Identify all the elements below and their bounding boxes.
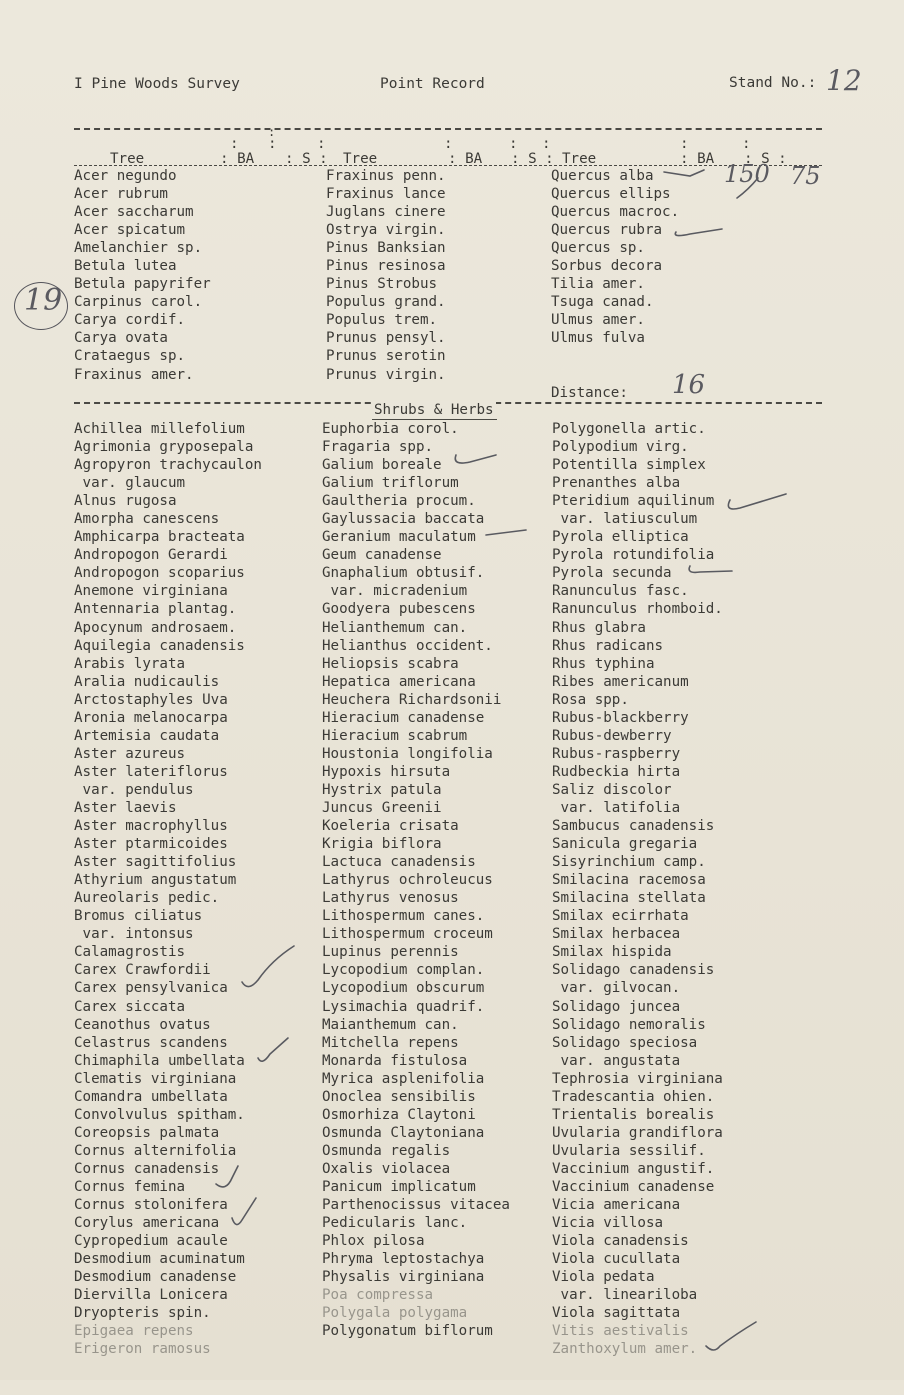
- stand-number-label: Stand No.:: [729, 75, 817, 91]
- herb-item: Polygonella artic.: [552, 421, 706, 437]
- herb-item: Vaccinium canadense: [552, 1178, 715, 1195]
- check-quercus-alba: [664, 170, 704, 176]
- herb-item: Vitis aestivalis: [552, 1323, 689, 1340]
- check-quercus-rubra: [675, 229, 722, 236]
- herb-item: Geum canadense: [322, 547, 442, 564]
- tree-item: Quercus macroc.: [551, 204, 680, 221]
- herb-item: Viola cucullata: [552, 1251, 681, 1268]
- herb-item: Cornus stolonifera: [74, 1197, 228, 1214]
- herb-item: Zanthoxylum amer.: [552, 1341, 698, 1358]
- check-pteridium: [728, 494, 786, 509]
- tree-item: Carya ovata: [74, 330, 168, 347]
- distance-label: Distance:: [551, 385, 628, 401]
- herb-item: Osmorhiza Claytoni: [322, 1106, 476, 1123]
- herb-item: Apocynum androsaem.: [74, 619, 237, 636]
- herb-item: Galium boreale: [322, 457, 442, 474]
- herb-item: var. latifolia: [552, 799, 681, 816]
- herb-item: Osmunda Claytoniana: [322, 1124, 485, 1141]
- herb-item: Saliz discolor: [552, 781, 672, 798]
- tree-item: Pinus resinosa: [326, 258, 446, 275]
- herb-item: Galium triflorum: [322, 475, 459, 492]
- herb-item: Hypoxis hirsuta: [322, 763, 451, 780]
- herb-item: Corylus americana: [74, 1215, 220, 1232]
- herb-item: Desmodium acuminatum: [74, 1251, 245, 1268]
- tree-item: Tsuga canad.: [551, 294, 654, 311]
- tree-item: Carpinus carol.: [74, 294, 203, 311]
- check-galium: [455, 455, 496, 463]
- check-cornus-femina: [216, 1166, 238, 1187]
- herb-item: Ranunculus rhomboid.: [552, 601, 723, 618]
- herb-item: Calamagrostis: [74, 944, 186, 961]
- herb-item: Potentilla simplex: [552, 457, 706, 474]
- herb-item: Aster laevis: [74, 799, 177, 816]
- herb-item: Poa compressa: [322, 1287, 434, 1304]
- herb-item: Coreopsis palmata: [74, 1124, 220, 1141]
- herb-item: Houstonia longifolia: [322, 745, 493, 762]
- tree-item: Fraxinus amer.: [74, 366, 194, 383]
- herb-item: Amorpha canescens: [74, 511, 220, 528]
- ba-heading-3: : BA: [680, 151, 715, 167]
- check-corylus: [232, 1198, 256, 1225]
- herb-item: Rhus radicans: [552, 637, 664, 654]
- herb-item: Amphicarpa bracteata: [74, 529, 245, 546]
- circled-number: 19: [24, 283, 63, 318]
- herb-item: Viola canadensis: [552, 1233, 689, 1250]
- herb-item: Solidago juncea: [552, 998, 681, 1015]
- herb-item: Antennaria plantag.: [74, 601, 237, 618]
- tree-item: Amelanchier sp.: [74, 240, 203, 257]
- herb-item: Rosa spp.: [552, 691, 629, 708]
- herb-item: Rubus-blackberry: [552, 709, 689, 726]
- herb-item: Diervilla Lonicera: [74, 1287, 228, 1304]
- tree-item: Sorbus decora: [551, 258, 663, 275]
- herb-item: Anemone virginiana: [74, 583, 228, 600]
- tree-heading-2: Tree: [343, 151, 378, 167]
- tree-item: Juglans cinere: [326, 204, 446, 221]
- herb-item: Carex siccata: [74, 998, 186, 1015]
- herb-item: Ribes americanum: [552, 673, 689, 690]
- herb-item: Arabis lyrata: [74, 655, 186, 672]
- tree-item: Pinus Banksian: [326, 240, 446, 257]
- herb-item: Onoclea sensibilis: [322, 1088, 476, 1105]
- herb-item: var. latiusculum: [552, 511, 698, 528]
- tree-item: Carya cordif.: [74, 312, 186, 329]
- tree-item: Quercus alba: [551, 168, 654, 184]
- herb-item: Rubus-dewberry: [552, 727, 672, 744]
- herb-item: Parthenocissus vitacea: [322, 1197, 510, 1214]
- herb-item: Pyrola rotundifolia: [552, 547, 715, 564]
- herb-item: Lupinus perennis: [322, 944, 459, 961]
- herb-item: Helianthemum can.: [322, 619, 468, 636]
- herb-item: Agropyron trachycaulon: [74, 457, 262, 474]
- herb-item: Hystrix patula: [322, 781, 442, 798]
- s-value: 75: [790, 162, 821, 190]
- herb-item: Andropogon Gerardi: [74, 547, 228, 564]
- herb-item: Juncus Greenii: [322, 799, 442, 816]
- herb-item: Smilax herbacea: [552, 926, 681, 943]
- herb-item: Uvularia grandiflora: [552, 1124, 723, 1141]
- herb-item: Cypropedium acaule: [74, 1233, 228, 1250]
- herb-item: Geranium maculatum: [322, 529, 476, 546]
- check-geranium: [486, 530, 526, 535]
- tree-item: Fraxinus lance: [326, 186, 446, 203]
- herb-item: Erigeron ramosus: [74, 1341, 211, 1358]
- distance-value: 16: [672, 370, 706, 400]
- herb-item: var. gilvocan.: [552, 980, 681, 997]
- herb-item: Carex pensylvanica: [74, 980, 228, 997]
- herb-item: Smilax hispida: [552, 944, 672, 961]
- herb-item: Chimaphila umbellata: [74, 1052, 245, 1069]
- tree-item: Populus trem.: [326, 312, 438, 329]
- ba-heading-1: : BA: [220, 151, 255, 167]
- herb-item: Aquilegia canadensis: [74, 637, 245, 654]
- survey-sheet: I Pine Woods Survey Point Record Stand No.: 12 : : : : : : : : : Tree : BA : S : Tree : BA : S : Tree : BA : S : Acer negundo Acer rubrum Acer saccharum Acer spicatum Amelanchier sp. Betula lutea Betula papyrifer Carpinus carol. Carya cordif. Carya ovata Crataegus sp. Fraxinus amer. Fraxinus penn. Fraxinus lance Juglans cinere Ostrya virgin. Pinus Banksian Pinus resinosa Pinus Strobus Populus grand. Populus trem. Prunus pensyl. Prunus serotin Prunus virgin. Quercus alba Quercus ellips Quercus macroc. Quercus rubra Quercus sp. Sorbus decora Tilia amer. Tsuga canad. Ulmus amer. Ulmus fulva 150 75 Distance: 16 Shrubs & Herbs Achillea millefolium Agrimonia gryposepala Agropyron trachycaulon var. glaucum Alnus rugosa Amorpha canescens Amphicarpa bracteata Andropogon Gerardi Andropogon scoparius Anemone virginiana Antennaria plantag. Apocynum androsaem. Aquilegia canadensis Arabis lyrata Aralia nudicaulis Arctostaphyles Uva Aronia melanocarpa Artemisia caudata Aster azureus Aster lateriflorus var. pendulus Aster laevis Aster macrophyllus Aster ptarmicoides Aster sagittifolius Athyrium angustatum Aureolaris pedic. Bromus ciliatus var. intonsus Calamagrostis Carex Crawfordii Carex pensylvanica Carex siccata Ceanothus ovatus Celastrus scandens Chimaphila umbellata Clematis virginiana Comandra umbellata Convolvulus spitham. Coreopsis palmata Cornus alternifolia Cornus canadensis Cornus femina Cornus stolonifera Corylus americana Cypropedium acaule Desmodium acuminatum Desmodium canadense Diervilla Lonicera Dryopteris spin. Epigaea repens Erigeron ramosus Euphorbia corol. Fragaria spp. Galium boreale Galium triflorum Gaultheria procum. Gaylussacia baccata Geranium maculatum Geum canadense Gnaphalium obtusif. var. micradenium Goodyera pubescens Helianthemum can. Helianthus occident. Heliopsis scabra Hepatica americana Heuchera Richardsonii Hieracium canadense Hieracium scabrum Houstonia longifolia Hypoxis hirsuta Hystrix patula Juncus Greenii Koeleria crisata Krigia biflora Lactuca canadensis Lathyrus ochroleucus Lathyrus venosus Lithospermum canes. Lithospermum croceum Lupinus perennis Lycopodium complan. Lycopodium obscurum Lysimachia quadrif. Maianthemum can. Mitchella repens Monarda fistulosa Myrica asplenifolia Onoclea sensibilis Osmorhiza Claytoni Osmunda Claytoniana Osmunda regalis Oxalis violacea Panicum implicatum Parthenocissus vitacea Pedicularis lanc. Phlox pilosa Phryma leptostachya Physalis virginiana Poa compressa Polygala polygama Polygonatum biflorum Polygonella artic. Polypodium virg. Potentilla simplex Prenanthes alba Pteridium aquilinum var. latiusculum Pyrola elliptica Pyrola rotundifolia Pyrola secunda Ranunculus fasc. Ranunculus rhomboid. Rhus glabra Rhus radicans Rhus typhina Ribes americanum Rosa spp. Rubus-blackberry Rubus-dewberry Rubus-raspberry Rudbeckia hirta Saliz discolor var. latifolia Sambucus canadensis Sanicula gregaria Sisyrinchium camp. Smilacina racemosa Smilacina stellata Smilax ecirrhata Smilax herbacea Smilax hispida Solidago canadensis var. gilvocan. Solidago juncea Solidago nemoralis Solidago speciosa var. angustata Tephrosia virginiana Tradescantia ohien. Trientalis borealis Uvularia grandiflora Uvularia sessilif. Vaccinium angustif. Vaccinium canadense Vicia americana Vicia villosa Viola canadensis Viola cucullata Viola pedata var. lineariloba Viola sagittata Vitis aestivalis Zanthoxylum amer. 19: [0, 0, 904, 1380]
- herb-item: Bromus ciliatus: [74, 908, 203, 925]
- herb-item: Lathyrus ochroleucus: [322, 872, 493, 889]
- herb-item: Helianthus occident.: [322, 637, 493, 654]
- check-pyrola: [689, 566, 732, 572]
- herb-item: Epigaea repens: [74, 1323, 194, 1340]
- herb-item: Agrimonia gryposepala: [74, 439, 254, 456]
- tree-item: Tilia amer.: [551, 276, 645, 293]
- herb-item: var. intonsus: [74, 926, 194, 943]
- herb-item: Osmunda regalis: [322, 1142, 451, 1159]
- herb-item: var. pendulus: [74, 781, 194, 798]
- tree-item: Betula lutea: [74, 258, 177, 275]
- herb-item: Cornus alternifolia: [74, 1142, 237, 1159]
- herb-item: Sisyrinchium camp.: [552, 854, 706, 871]
- ba-value: 150: [724, 160, 770, 188]
- herb-item: Smilacina stellata: [552, 890, 706, 907]
- herb-item: Koeleria crisata: [322, 818, 459, 835]
- herb-item: Aralia nudicaulis: [74, 673, 220, 690]
- herb-item: Goodyera pubescens: [322, 601, 476, 618]
- herb-item: Prenanthes alba: [552, 475, 681, 492]
- herb-item: Dryopteris spin.: [74, 1305, 211, 1322]
- herb-item: Aureolaris pedic.: [74, 890, 220, 907]
- herb-item: Desmodium canadense: [74, 1269, 237, 1286]
- herb-item: Lactuca canadensis: [322, 854, 476, 871]
- ba-heading-2: : BA: [448, 151, 483, 167]
- herb-item: Ranunculus fasc.: [552, 583, 689, 600]
- herb-item: Vicia villosa: [552, 1215, 664, 1232]
- herb-item: Celastrus scandens: [74, 1034, 228, 1051]
- herb-item: Rhus typhina: [552, 655, 655, 672]
- tree-item: Prunus virgin.: [326, 366, 446, 383]
- herb-item: Aster sagittifolius: [74, 854, 237, 871]
- herb-item: Artemisia caudata: [74, 727, 220, 744]
- herb-item: Lithospermum canes.: [322, 908, 485, 925]
- herb-item: Gnaphalium obtusif.: [322, 565, 485, 582]
- herb-item: Vicia americana: [552, 1197, 681, 1214]
- check-under-ba: [737, 178, 758, 198]
- herb-item: Pyrola elliptica: [552, 529, 689, 546]
- herb-item: Rhus glabra: [552, 619, 646, 636]
- herb-item: Achillea millefolium: [74, 421, 245, 437]
- herb-item: Maianthemum can.: [322, 1016, 459, 1033]
- herb-item: Smilax ecirrhata: [552, 908, 689, 925]
- herb-item: Pyrola secunda: [552, 565, 672, 582]
- tree-item: Acer rubrum: [74, 186, 168, 203]
- tree-item: Fraxinus penn.: [326, 168, 446, 184]
- herb-item: var. angustata: [552, 1052, 681, 1069]
- herb-item: Monarda fistulosa: [322, 1052, 468, 1069]
- tree-item: Pinus Strobus: [326, 276, 438, 293]
- herb-item: var. lineariloba: [552, 1287, 698, 1304]
- tree-item: Ulmus fulva: [551, 330, 645, 347]
- tree-heading-1: Tree: [110, 151, 145, 167]
- herb-item: Physalis virginiana: [322, 1269, 485, 1286]
- herb-item: Andropogon scoparius: [74, 565, 245, 582]
- herb-item: Trientalis borealis: [552, 1106, 715, 1123]
- herb-item: Rubus-raspberry: [552, 745, 681, 762]
- s-heading-2: : S :: [511, 151, 554, 167]
- herb-item: Polygonatum biflorum: [322, 1323, 493, 1340]
- herb-item: Oxalis violacea: [322, 1160, 451, 1177]
- herb-item: Phlox pilosa: [322, 1233, 425, 1250]
- herb-item: Pteridium aquilinum: [552, 493, 715, 510]
- herb-item: Aronia melanocarpa: [74, 709, 228, 726]
- herb-item: Hieracium canadense: [322, 709, 485, 726]
- herb-item: Aster lateriflorus: [74, 763, 228, 780]
- herb-item: Comandra umbellata: [74, 1088, 228, 1105]
- herb-item: Cornus canadensis: [74, 1160, 220, 1177]
- herb-item: Ceanothus ovatus: [74, 1016, 211, 1033]
- check-zanthoxylum: [706, 1322, 756, 1350]
- herb-item: Gaylussacia baccata: [322, 511, 485, 528]
- herb-item: Phryma leptostachya: [322, 1251, 485, 1268]
- herb-item: Convolvulus spitham.: [74, 1106, 245, 1123]
- herb-item: Polypodium virg.: [552, 439, 689, 456]
- herb-item: Tephrosia virginiana: [552, 1070, 723, 1087]
- s-heading-3: : S :: [744, 151, 787, 167]
- herb-item: Hieracium scabrum: [322, 727, 468, 744]
- shrubs-herbs-heading: Shrubs & Herbs: [374, 402, 494, 418]
- herb-item: Viola pedata: [552, 1269, 655, 1286]
- herb-item: Lithospermum croceum: [322, 926, 493, 943]
- herb-item: Lycopodium complan.: [322, 962, 485, 979]
- herb-item: Carex Crawfordii: [74, 962, 211, 979]
- herb-item: Sambucus canadensis: [552, 818, 715, 835]
- survey-title: I Pine Woods Survey: [74, 76, 240, 92]
- tree-item: Prunus pensyl.: [326, 330, 446, 347]
- herb-item: Alnus rugosa: [74, 493, 177, 510]
- herb-item: Myrica asplenifolia: [322, 1070, 485, 1087]
- stand-number-value: 12: [826, 64, 862, 97]
- herb-item: Pedicularis lanc.: [322, 1215, 468, 1232]
- herb-item: var. glaucum: [74, 475, 186, 492]
- herb-item: Aster macrophyllus: [74, 818, 228, 835]
- s-heading-1: : S :: [285, 151, 328, 167]
- herb-item: Heliopsis scabra: [322, 655, 459, 672]
- tree-item: Betula papyrifer: [74, 276, 211, 293]
- herb-item: Athyrium angustatum: [74, 872, 237, 889]
- tree-item: Populus grand.: [326, 294, 446, 311]
- record-type: Point Record: [380, 76, 485, 92]
- herb-item: Polygala polygama: [322, 1305, 468, 1322]
- tree-heading-3: Tree: [562, 151, 597, 167]
- tree-item: Ulmus amer.: [551, 312, 645, 329]
- check-carex: [242, 946, 294, 987]
- herb-item: Mitchella repens: [322, 1034, 459, 1051]
- herb-item: Vaccinium angustif.: [552, 1160, 715, 1177]
- tree-item: Prunus serotin: [326, 348, 446, 365]
- herb-item: Krigia biflora: [322, 836, 442, 853]
- herb-item: Lycopodium obscurum: [322, 980, 485, 997]
- herb-item: Heuchera Richardsonii: [322, 691, 502, 708]
- herb-item: Arctostaphyles Uva: [74, 691, 228, 708]
- herb-item: Uvularia sessilif.: [552, 1142, 706, 1159]
- tree-item: Acer negundo: [74, 168, 177, 184]
- herb-item: Sanicula gregaria: [552, 836, 698, 853]
- tree-item: Crataegus sp.: [74, 348, 186, 365]
- herb-item: Solidago nemoralis: [552, 1016, 706, 1033]
- tree-item: Quercus sp.: [551, 240, 645, 257]
- tree-item: Acer spicatum: [74, 222, 186, 239]
- herb-item: Tradescantia ohien.: [552, 1088, 715, 1105]
- herb-item: Viola sagittata: [552, 1305, 681, 1322]
- herb-item: Cornus femina: [74, 1178, 186, 1195]
- herb-item: Aster ptarmicoides: [74, 836, 228, 853]
- herb-item: Aster azureus: [74, 745, 186, 762]
- herb-item: Lathyrus venosus: [322, 890, 459, 907]
- herb-item: Clematis virginiana: [74, 1070, 237, 1087]
- tree-item: Ostrya virgin.: [326, 222, 446, 239]
- herb-item: Panicum implicatum: [322, 1178, 476, 1195]
- herb-item: Solidago speciosa: [552, 1034, 698, 1051]
- herb-item: var. micradenium: [322, 583, 468, 600]
- tree-item: Quercus ellips: [551, 186, 671, 203]
- herb-item: Lysimachia quadrif.: [322, 998, 485, 1015]
- herb-item: Hepatica americana: [322, 673, 476, 690]
- check-chimaphila: [258, 1038, 288, 1061]
- herb-item: Smilacina racemosa: [552, 872, 706, 889]
- tree-item: Quercus rubra: [551, 222, 663, 239]
- herb-item: Rudbeckia hirta: [552, 763, 681, 780]
- herb-item: Euphorbia corol.: [322, 421, 459, 437]
- herb-item: Gaultheria procum.: [322, 493, 476, 510]
- tree-item: Acer saccharum: [74, 204, 194, 221]
- herb-item: Fragaria spp.: [322, 439, 434, 456]
- herb-item: Solidago canadensis: [552, 962, 715, 979]
